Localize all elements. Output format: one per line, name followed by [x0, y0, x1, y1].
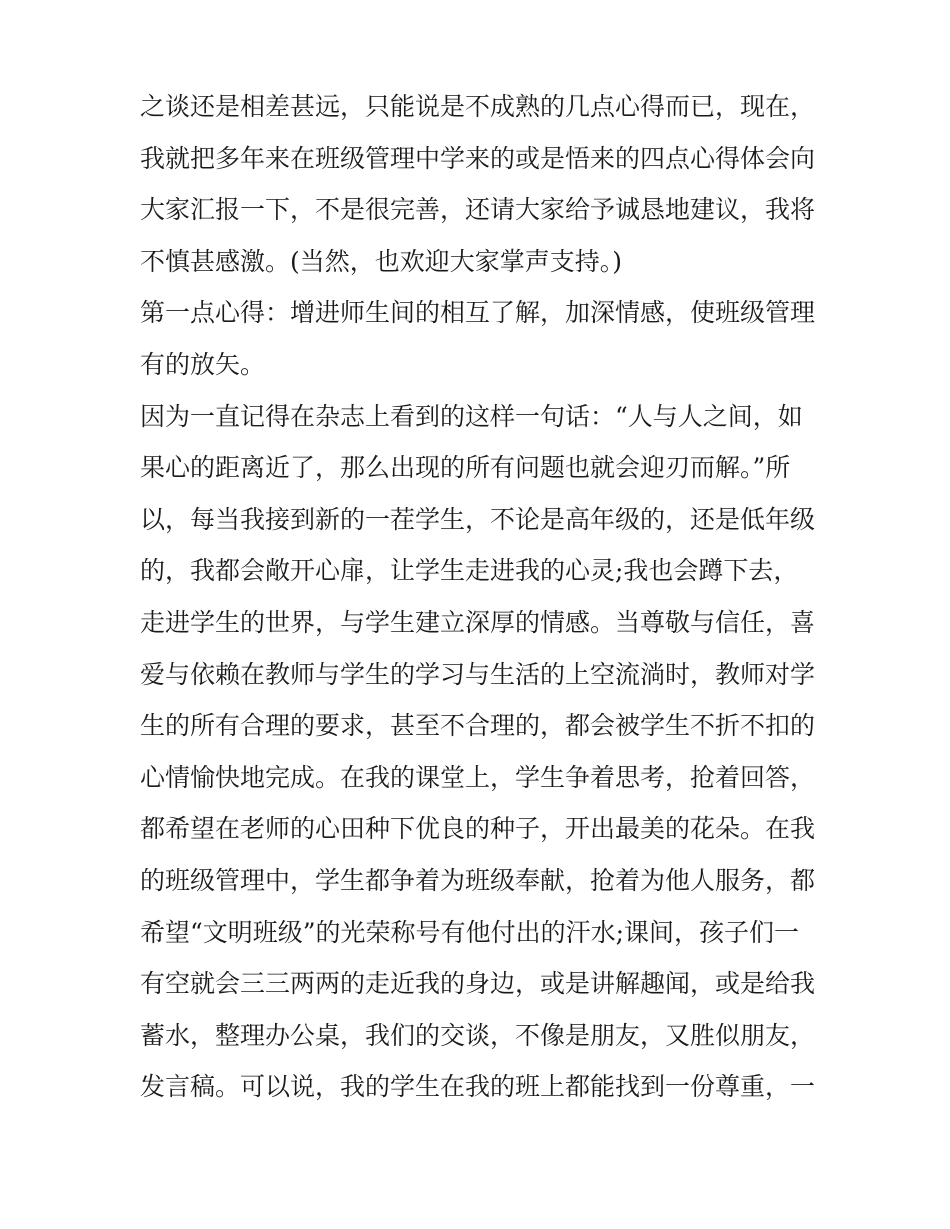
section-heading-line: 第一点心得：增进师生间的相互了解，加深情感，使班级管理	[140, 298, 816, 328]
text-line: 大家汇报一下，不是很完善，还请大家给予诚恳地建议，我将	[140, 195, 816, 225]
text-line: 之谈还是相差甚远，只能说是不成熟的几点心得而已，现在，	[140, 92, 816, 121]
text-line: 发言稿。可以说，我的学生在我的班上都能找到一份尊重，一	[140, 1072, 816, 1102]
text-line: 的，我都会敞开心扉，让学生走进我的心灵;我也会蹲下去，	[140, 556, 799, 586]
text-line: 果心的距离近了，那么出现的所有问题也就会迎刃而解。”所	[140, 453, 791, 483]
text-line: 蓄水，整理办公桌，我们的交谈，不像是朋友，又胜似朋友，	[140, 1020, 816, 1050]
text-line: 我就把多年来在班级管理中学来的或是悟来的四点心得体会向	[140, 143, 816, 173]
text-line: 有空就会三三两两的走近我的身边，或是讲解趣闻，或是给我	[140, 969, 816, 999]
text-line: 都希望在老师的心田种下优良的种子，开出最美的花朵。在我	[140, 814, 816, 844]
section-heading-line: 有的放矢。	[140, 349, 266, 379]
text-line: 走进学生的世界，与学生建立深厚的情感。当尊敬与信任，喜	[140, 607, 816, 637]
document-body	[140, 81, 840, 1113]
text-line: 因为一直记得在杂志上看到的这样一句话：“人与人之间，如	[140, 401, 803, 431]
text-line: 爱与依赖在教师与学生的学习与生活的上空流淌时，教师对学	[140, 659, 816, 689]
text-line: 不慎甚感激。(当然，也欢迎大家掌声支持。)	[140, 246, 623, 276]
text-line: 希望“文明班级”的光荣称号有他付出的汗水;课间，孩子们一	[140, 917, 799, 947]
text-line: 的班级管理中，学生都争着为班级奉献，抢着为他人服务，都	[140, 865, 816, 895]
text-line: 生的所有合理的要求，甚至不合理的，都会被学生不折不扣的	[140, 711, 816, 741]
text-line: 以，每当我接到新的一茬学生，不论是高年级的，还是低年级	[140, 504, 816, 534]
text-line: 心情愉快地完成。在我的课堂上，学生争着思考，抢着回答，	[140, 762, 816, 792]
